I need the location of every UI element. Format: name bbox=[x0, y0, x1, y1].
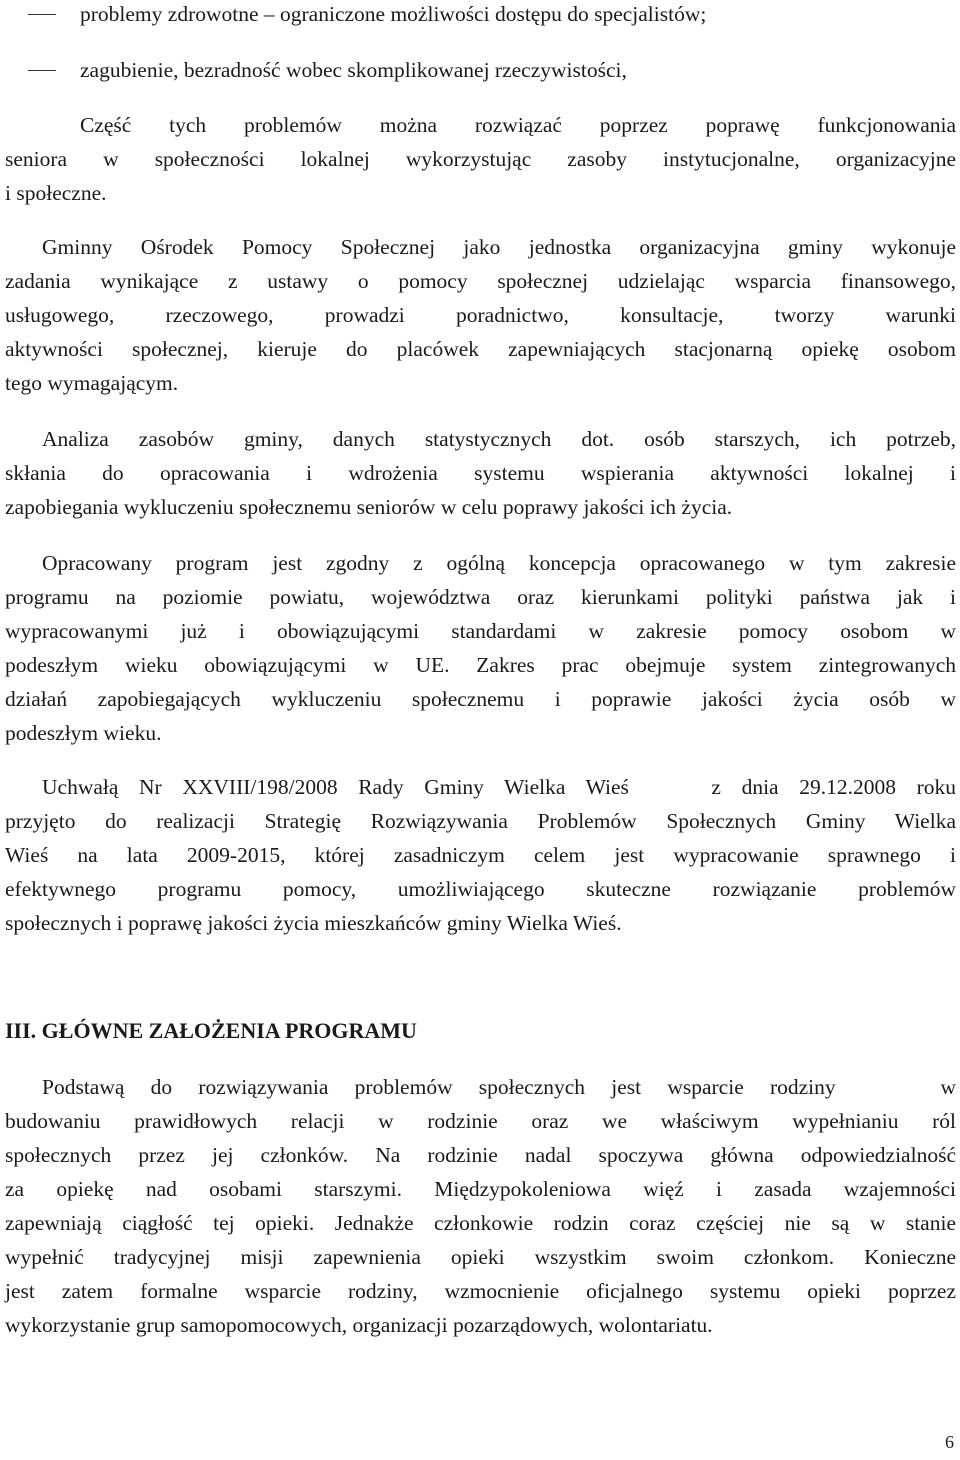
para1-line-1: Część tych problemów można rozwiązać poprzez poprawę funkcjonowania bbox=[80, 113, 956, 137]
para2-line-5: tego wymagającym. bbox=[5, 371, 179, 395]
para2-line-2: zadania wynikające z ustawy o pomocy społecznej udzielając wsparcia finansowego, bbox=[5, 269, 956, 293]
para6-line-8: wykorzystanie grup samopomocowych, organizacji pozarządowych, wolontariatu. bbox=[5, 1313, 713, 1337]
para3-line-3: zapobiegania wykluczeniu społecznemu seniorów w celu poprawy jakości ich życia. bbox=[5, 495, 733, 519]
para4-line-1: Opracowany program jest zgodny z ogólną koncepcja opracowanego w tym zakresie bbox=[42, 551, 956, 575]
bullet-item-1: problemy zdrowotne – ograniczone możliwości dostępu do specjalistów; bbox=[80, 2, 707, 26]
para6-line-1: Podstawą do rozwiązywania problemów społecznych jest wsparcie rodziny w bbox=[42, 1075, 956, 1099]
section-heading: III. GŁÓWNE ZAŁOŻENIA PROGRAMU bbox=[5, 1018, 417, 1043]
para4-line-2: programu na poziomie powiatu, województwa oraz kierunkami polityki państwa jak i bbox=[5, 585, 956, 609]
para4-line-4: podeszłym wieku obowiązującymi w UE. Zakres prac obejmuje system zintegrowanych bbox=[5, 653, 956, 677]
para6-line-6: wypełnić tradycyjnej misji zapewnienia opieki wszystkim swoim członkom. Konieczne bbox=[5, 1245, 956, 1269]
bullet-dash-2 bbox=[28, 70, 56, 71]
para4-line-5: działań zapobiegających wykluczeniu społecznemu i poprawie jakości życia osób w bbox=[5, 687, 956, 711]
para2-line-3: usługowego, rzeczowego, prowadzi poradnictwo, konsultacje, tworzy warunki bbox=[5, 303, 956, 327]
bullet-dash-1 bbox=[28, 14, 56, 15]
para4-line-3: wypracowanymi już i obowiązującymi standardami w zakresie pomocy osobom w bbox=[5, 619, 956, 643]
para5-line-3: Wieś na lata 2009-2015, której zasadniczym celem jest wypracowanie sprawnego i bbox=[5, 843, 956, 867]
para1-line-3: i społeczne. bbox=[5, 181, 107, 205]
para2-line-4: aktywności społecznej, kieruje do placówek zapewniających stacjonarną opiekę osobom bbox=[5, 337, 956, 361]
para5-line-1: Uchwałą Nr XXVIII/198/2008 Rady Gminy Wielka Wieś z dnia 29.12.2008 roku bbox=[42, 775, 956, 799]
para4-line-6: podeszłym wieku. bbox=[5, 721, 162, 745]
para6-line-7: jest zatem formalne wsparcie rodziny, wzmocnienie oficjalnego systemu opieki poprzez bbox=[5, 1279, 956, 1303]
para2-line-1: Gminny Ośrodek Pomocy Społecznej jako jednostka organizacyjna gminy wykonuje bbox=[42, 235, 956, 259]
para5-line-5: społecznych i poprawę jakości życia mieszkańców gminy Wielka Wieś. bbox=[5, 911, 622, 935]
para6-line-2: budowaniu prawidłowych relacji w rodzinie oraz we właściwym wypełnianiu ról bbox=[5, 1109, 956, 1133]
para3-line-2: skłania do opracowania i wdrożenia systemu wspierania aktywności lokalnej i bbox=[5, 461, 956, 485]
bullet-item-2: zagubienie, bezradność wobec skomplikowanej rzeczywistości, bbox=[80, 58, 627, 82]
para6-line-3: społecznych przez jej członków. Na rodzinie nadal spoczywa główna odpowiedzialność bbox=[5, 1143, 956, 1167]
para5-line-4: efektywnego programu pomocy, umożliwiającego skuteczne rozwiązanie problemów bbox=[5, 877, 956, 901]
para3-line-1: Analiza zasobów gminy, danych statystycznych dot. osób starszych, ich potrzeb, bbox=[42, 427, 956, 451]
page-number: 6 bbox=[945, 1432, 954, 1452]
para6-line-5: zapewniają ciągłość tej opieki. Jednakże członkowie rodzin coraz częściej nie są w stanie bbox=[5, 1211, 956, 1235]
para1-line-2: seniora w społeczności lokalnej wykorzystując zasoby instytucjonalne, organizacyjne bbox=[5, 147, 956, 171]
para5-line-2: przyjęto do realizacji Strategię Rozwiązywania Problemów Społecznych Gminy Wielka bbox=[5, 809, 956, 833]
para6-line-4: za opiekę nad osobami starszymi. Międzypokoleniowa więź i zasada wzajemności bbox=[5, 1177, 956, 1201]
